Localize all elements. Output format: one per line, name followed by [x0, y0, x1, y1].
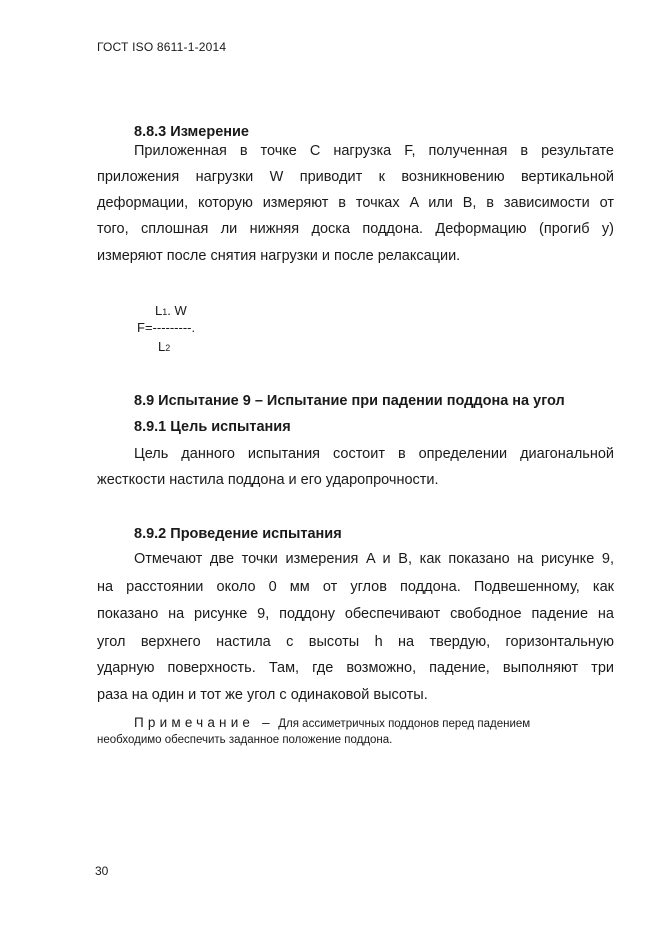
paragraph-line: показано на рисунке 9, поддону обеспечивают свободное падение на — [97, 606, 614, 622]
paragraph-line: на расстоянии около 0 мм от углов поддона. Подвешенному, как — [97, 579, 614, 595]
section-heading-8-8-3: 8.8.3 Измерение — [134, 124, 249, 140]
paragraph-line: Отмечают две точки измерения A и B, как показано на рисунке 9, — [134, 551, 614, 567]
paragraph-line: угол верхнего настила с высоты h на твердую, горизонтальную — [97, 634, 614, 650]
note-text: необходимо обеспечить заданное положение поддона. — [97, 734, 393, 746]
paragraph-line: Приложенная в точке C нагрузка F, полученная в результате — [134, 143, 614, 159]
paragraph-line: измеряют после снятия нагрузки и после релаксации. — [97, 248, 461, 264]
paragraph-line: жесткости настила поддона и его ударопрочности. — [97, 472, 439, 488]
section-heading-8-9: 8.9 Испытание 9 – Испытание при падении поддона на угол — [134, 393, 565, 409]
paragraph-line: Цель данного испытания состоит в определении диагональной — [134, 446, 614, 462]
paragraph-line: того, сплошная ли нижняя доска поддона. Деформацию (прогиб y) — [97, 221, 614, 237]
section-heading-8-9-2: 8.9.2 Проведение испытания — [134, 526, 342, 542]
page-number: 30 — [95, 864, 109, 878]
note — [134, 714, 614, 732]
document-header: ГОСТ ISO 8611-1-2014 — [97, 40, 227, 54]
note-text: Для ассиметричных поддонов перед падением — [278, 718, 531, 730]
formula-denominator: L2 — [158, 339, 171, 354]
section-heading-8-9-1: 8.9.1 Цель испытания — [134, 419, 291, 435]
paragraph-line: ударную поверхность. Там, где возможно, падение, выполняют три — [97, 660, 614, 676]
paragraph-line: деформации, которую измеряют в точках A или B, в зависимости от — [97, 195, 614, 211]
formula-numerator: L1. W — [155, 303, 187, 318]
paragraph-line: приложения нагрузки W приводит к возникновению вертикальной — [97, 169, 614, 185]
paragraph-line: раза на один и тот же угол с одинаковой высоты. — [97, 687, 428, 703]
note-lead: Примечание – — [134, 715, 274, 730]
formula-lhs: F=---------. — [137, 320, 196, 335]
